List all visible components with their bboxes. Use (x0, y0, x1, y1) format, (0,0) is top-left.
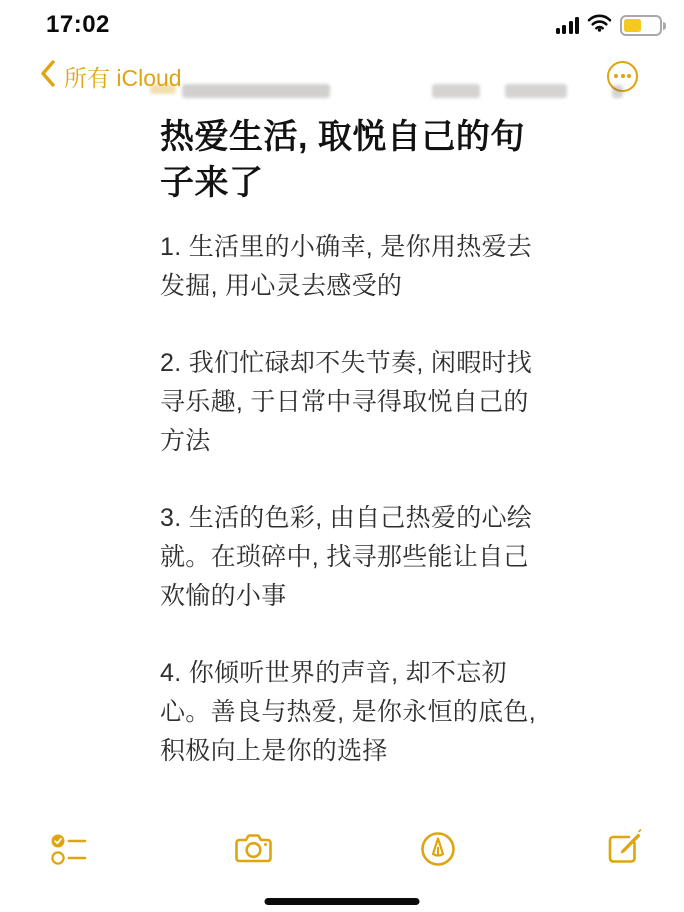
status-time: 17:02 (46, 11, 110, 38)
checklist-icon (50, 832, 88, 866)
battery-fill (624, 19, 641, 32)
note-paragraph-4: 4. 你倾听世界的声音, 却不忘初心。善良与热爱, 是你永恒的底色, 积极向上是你的选择 (160, 659, 536, 765)
battery-icon (620, 15, 662, 36)
note-paragraph-3: 3. 生活的色彩, 由自己热爱的心绘就。在琐碎中, 找寻那些能让自己欢愉的小事 (160, 504, 533, 610)
note-title: 热爱生活, 取悦自己的句子来了 (160, 118, 525, 202)
bottom-toolbar (0, 816, 684, 896)
status-bar (0, 0, 684, 50)
compose-button[interactable] (602, 828, 644, 870)
camera-button[interactable] (233, 828, 275, 870)
status-icons (556, 13, 663, 37)
wifi-icon (587, 13, 612, 37)
home-indicator[interactable] (265, 898, 420, 905)
ellipsis-icon (614, 74, 618, 78)
note-content[interactable] (160, 102, 544, 809)
note-paragraph-2: 2. 我们忙碌却不失节奏, 闲暇时找寻乐趣, 于日常中寻得取悦自己的方法 (160, 349, 533, 455)
back-button-label: 所有 iCloud (64, 64, 182, 91)
checklist-button[interactable] (48, 828, 90, 870)
cellular-signal-icon (556, 17, 580, 34)
compose-icon (603, 829, 643, 869)
chevron-left-icon (40, 60, 55, 92)
markup-pen-icon (419, 830, 457, 868)
note-paragraph-1: 1. 生活里的小确幸, 是你用热爱去发掘, 用心灵去感受的 (160, 233, 533, 300)
markup-button[interactable] (417, 828, 459, 870)
camera-icon (234, 833, 274, 865)
nav-bar (0, 50, 684, 102)
